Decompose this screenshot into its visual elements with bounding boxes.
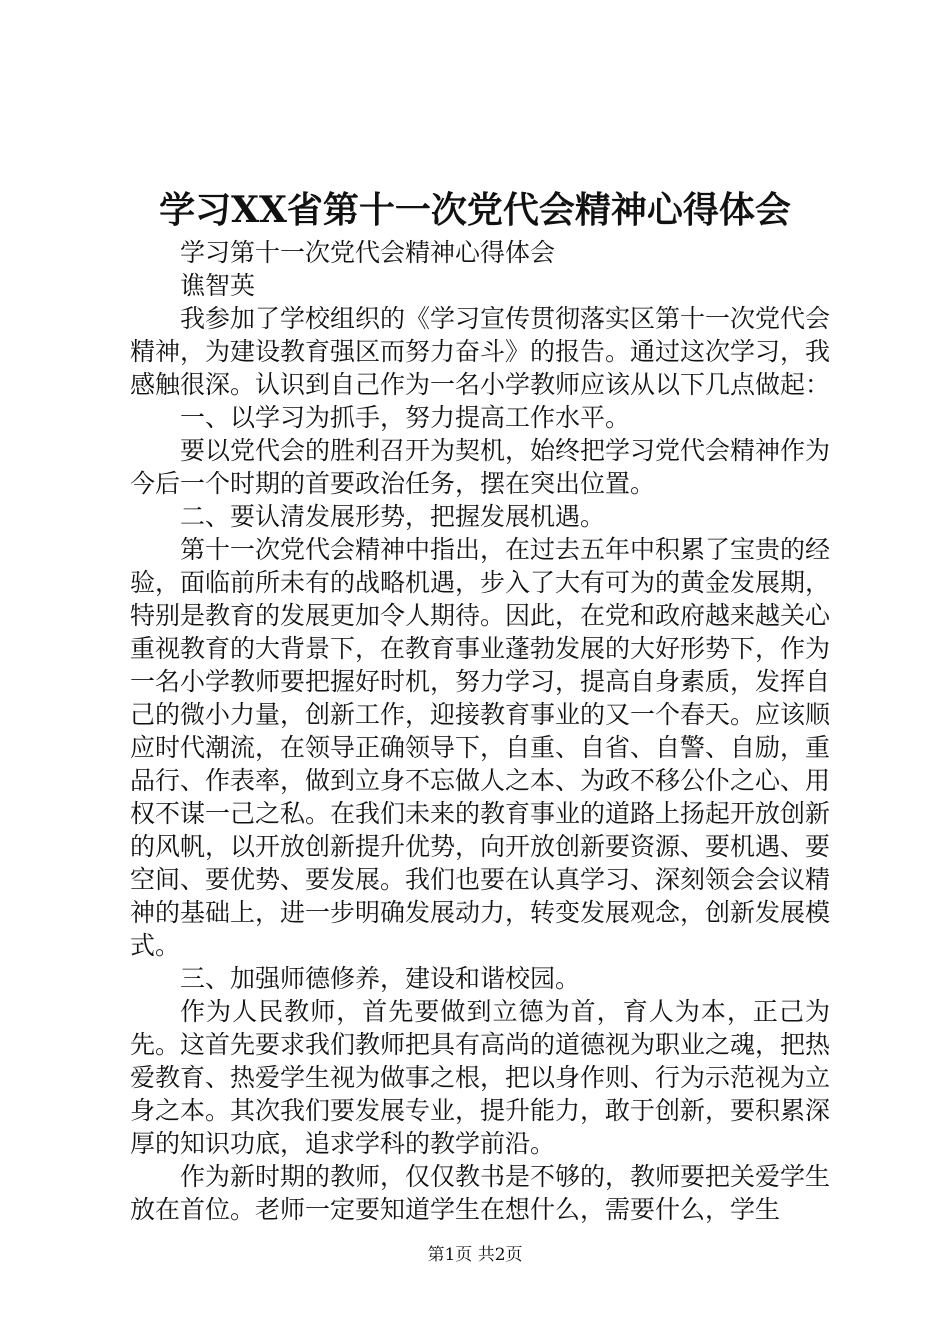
paragraph-subtitle: 学习第十一次党代会精神心得体会 — [180, 238, 556, 267]
paragraph-heading-3: 三、加强师德修养，建设和谐校园。 — [180, 964, 581, 993]
page-indicator: 第1页 共2页 — [427, 1245, 523, 1265]
document-body — [130, 236, 830, 1226]
paragraph-1: 要以党代会的胜利召开为契机，始终把学习党代会精神作为今后一个时期的首要政治任务，摆在突出位置。 — [130, 436, 831, 498]
paragraph-4: 作为新时期的教师，仅仅教书是不够的，教师要把关爱学生放在首位。老师一定要知道学生在想什么，需要什么，学生 — [130, 1162, 831, 1224]
paragraph-intro: 我参加了学校组织的《学习宣传贯彻落实区第十一次党代会精神，为建设教育强区而努力奋斗》的报告。通过这次学习，我感触很深。认识到自己作为一名小学教师应该从以下几点做起： — [130, 304, 831, 399]
document-title: 学习XX省第十一次党代会精神心得体会 — [159, 189, 791, 231]
paragraph-2: 第十一次党代会精神中指出，在过去五年中积累了宝贵的经验，面临前所未有的战略机遇，步入了大有可为的黄金发展期，特别是教育的发展更加令人期待。因此，在党和政府越来越关心重视教育的大背景下，在教育事业蓬勃发展的大好形势下，作为一名小学教师要把握好时机，努力学习，提高自身素质，发挥自己的微小力量，创新工作，迎接教育事业的又一个春天。应该顺应时代潮流，在领导正确领导下，自重、自省、自警、自励，重品行、作表率，做到立身不忘做人之本、为政不移公仆之心、用权不谋一己之私。在我们未来的教育事业的道路上扬起开放创新的风帆，以开放创新提升优势，向开放创新要资源、要机遇、要空间、要优势、要发展。我们也要在认真学习、深刻领会会议精神的基础上，进一步明确发展动力，转变发展观念，创新发展模式。 — [130, 535, 831, 960]
paragraph-heading-2: 二、要认清发展形势，把握发展机遇。 — [180, 502, 606, 531]
paragraph-3: 作为人民教师，首先要做到立德为首，育人为本，正己为先。这首先要求我们教师把具有高尚的道德视为职业之魂，把热爱教育、热爱学生视为做事之根，把以身作则、行为示范视为立身之本。其次我们要发展专业，提升能力，敢于创新，要积累深厚的知识功底，追求学科的教学前沿。 — [130, 997, 831, 1158]
paragraph-heading-1: 一、以学习为抓手，努力提高工作水平。 — [180, 403, 631, 432]
paragraph-author: 谯智英 — [180, 271, 256, 300]
